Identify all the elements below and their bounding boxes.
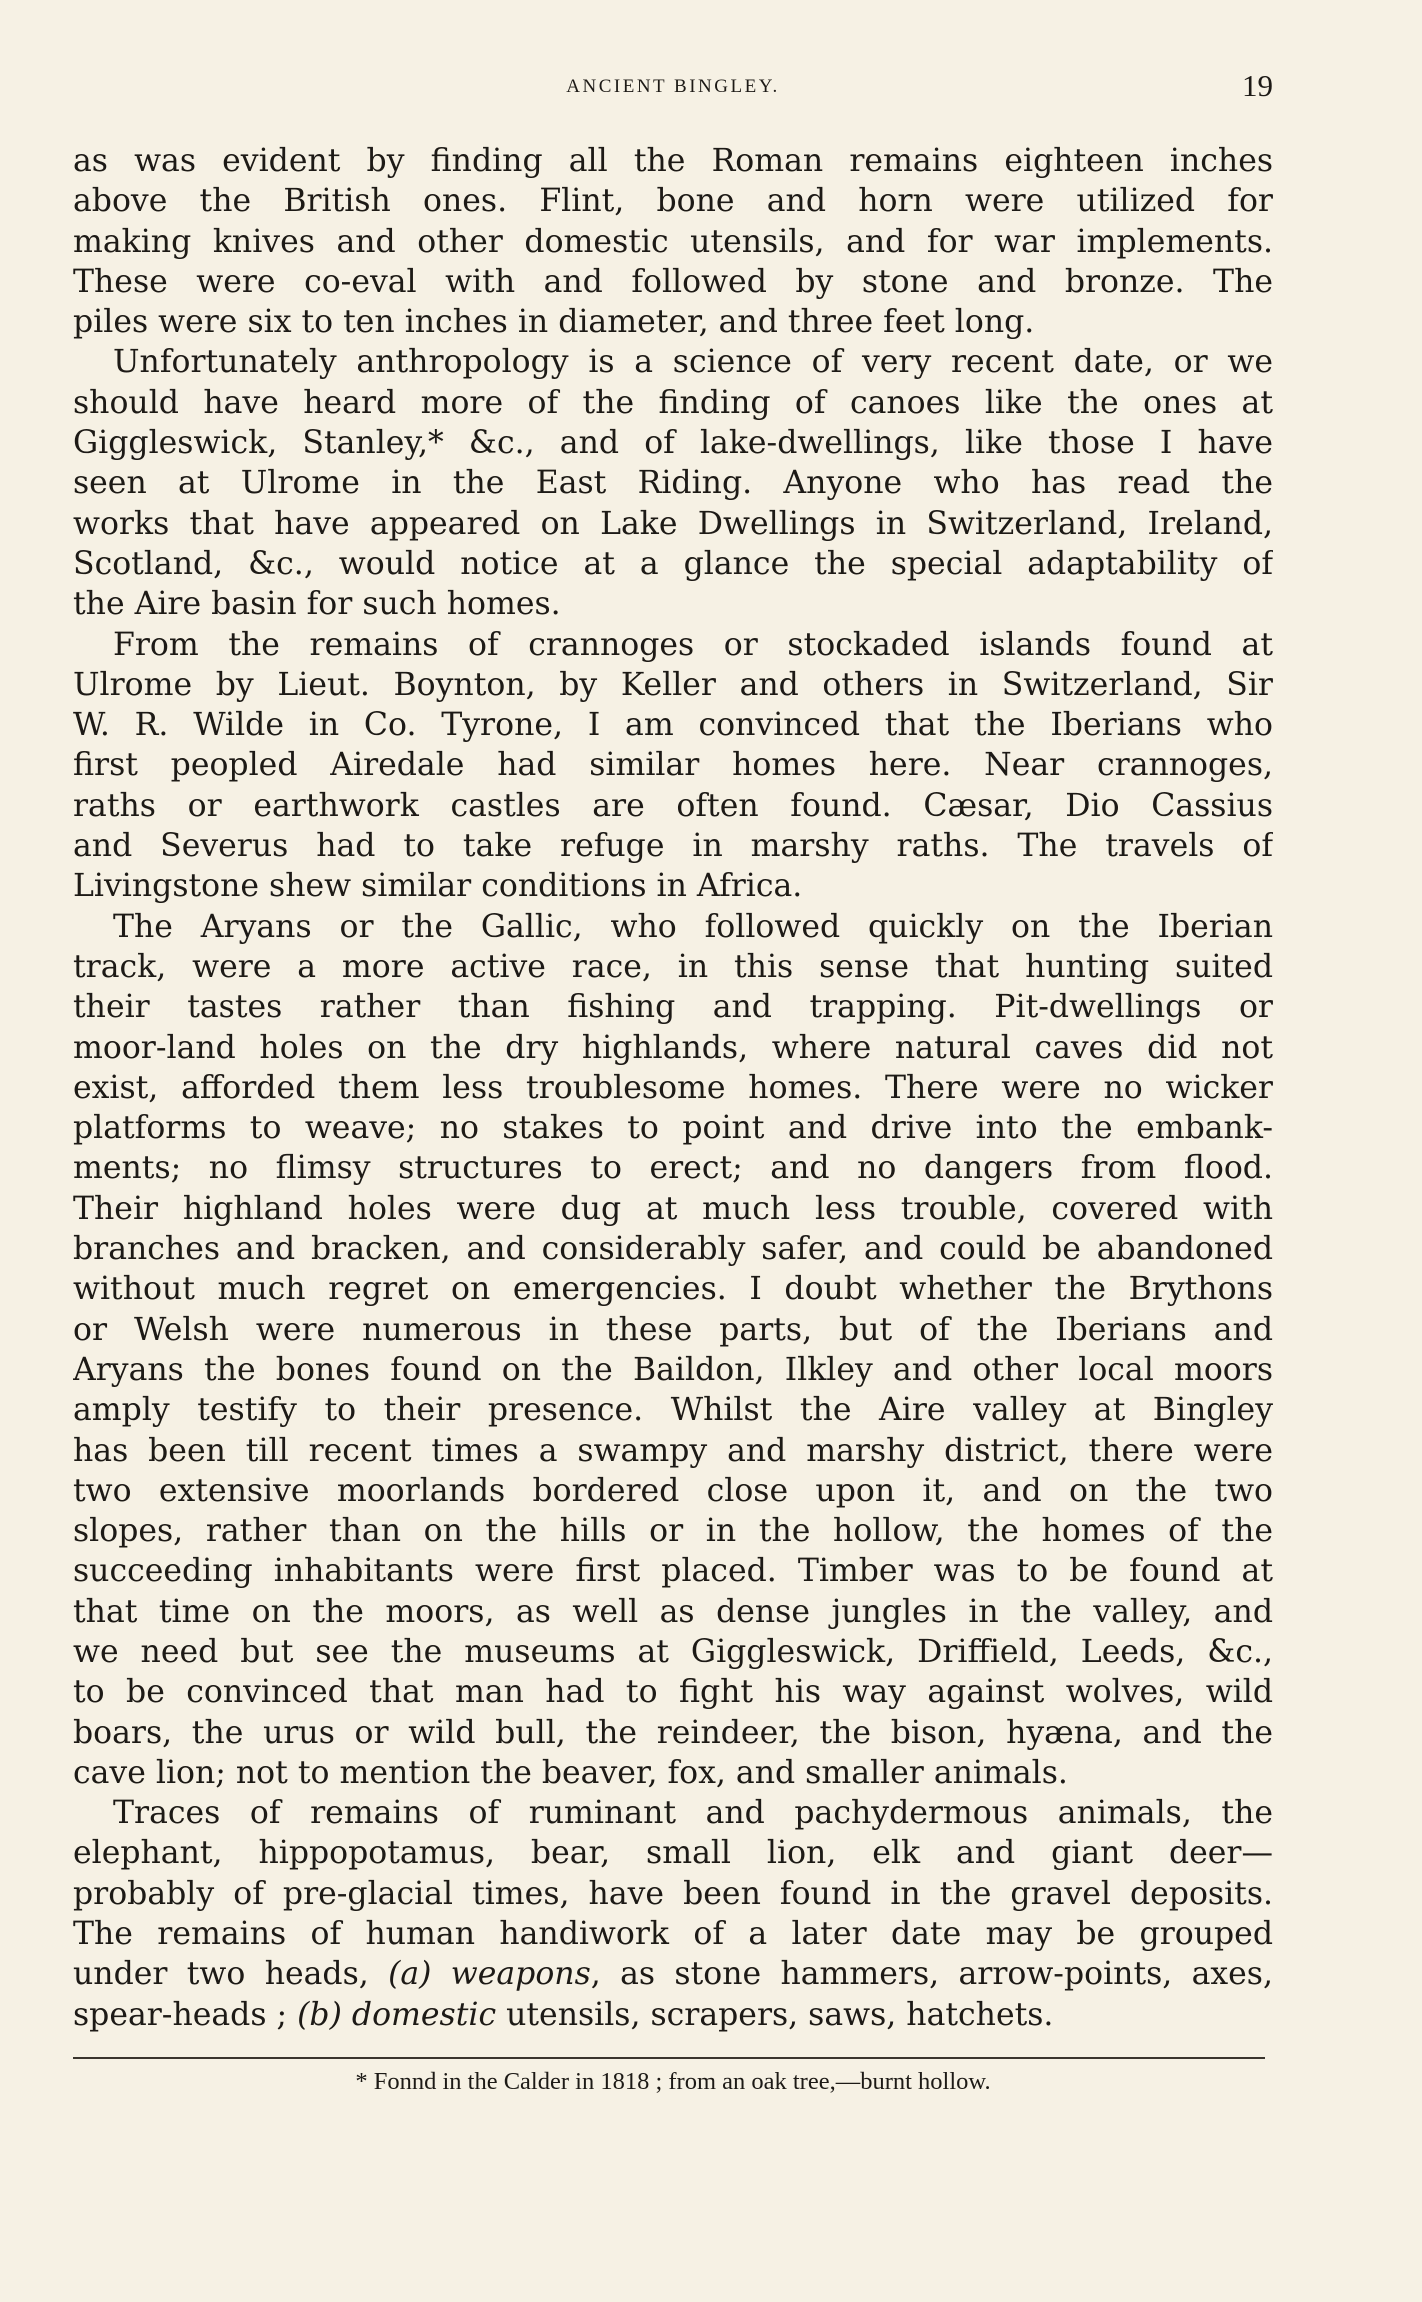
line-fragment: spear-heads ; — [73, 1996, 298, 2033]
label-b: (b) — [297, 1996, 342, 2033]
text-line: Scotland, &c., would notice at a glance the special adaptability of — [73, 545, 1273, 582]
text-line: as was evident by finding all the Roman remains eighteen inches — [73, 143, 1273, 179]
text-line: The remains of human handiwork of a later date may be grouped — [73, 1916, 1273, 1953]
text-line: Their highland holes were dug at much less trouble, covered with — [73, 1190, 1273, 1227]
italic-domestic: domestic — [351, 1996, 497, 2033]
text-line: probably of pre-glacial times, have been found in the gravel deposits. — [73, 1875, 1273, 1912]
text-line: track, were a more active race, in this sense that hunting suited — [73, 948, 1273, 985]
footnote: * Fonnd in the Calder in 1818 ; from an oak tree,—burnt hollow. — [355, 2068, 991, 2095]
text-line: piles were six to ten inches in diameter, and three feet long. — [73, 304, 1035, 341]
text-line: These were co-eval with and followed by stone and bronze. The — [73, 263, 1273, 300]
text-line: we need but see the museums at Giggleswick, Driffield, Leeds, &c., — [73, 1633, 1273, 1670]
text-line: Unfortunately anthropology is a science of very recent date, or we — [113, 344, 1273, 381]
text-line: and Severus had to take refuge in marshy raths. The travels of — [73, 828, 1273, 865]
text-line: W. R. Wilde in Co. Tyrone, I am convinced that the Iberians who — [73, 707, 1273, 744]
text-line: exist, afforded them less troublesome homes. There were no wicker — [73, 1069, 1273, 1106]
text-line: Traces of remains of ruminant and pachydermous animals, the — [113, 1795, 1273, 1832]
text-line: From the remains of crannoges or stockaded islands found at — [113, 626, 1273, 663]
space-fragment — [431, 1956, 450, 1992]
text-line: two extensive moorlands bordered close upon it, and on the two — [73, 1472, 1273, 1509]
text-line: the Aire basin for such homes. — [73, 586, 561, 623]
text-line: moor-land holes on the dry highlands, where natural caves did not — [73, 1029, 1273, 1066]
text-line: Aryans the bones found on the Baildon, Ilkley and other local moors — [73, 1351, 1273, 1388]
text-line: slopes, rather than on the hills or in the hollow, the homes of the — [73, 1513, 1273, 1550]
text-line: ments; no flimsy structures to erect; and no dangers from flood. — [73, 1150, 1273, 1187]
text-line: succeeding inhabitants were first placed. Timber was to be found at — [73, 1553, 1273, 1590]
text-line: making knives and other domestic utensils, and for war implements. — [73, 223, 1273, 260]
text-line: amply testify to their presence. Whilst the Aire valley at Bingley — [73, 1392, 1273, 1429]
text-line: to be convinced that man had to fight his way against wolves, wild — [73, 1674, 1273, 1711]
text-line: Giggleswick, Stanley,* &c., and of lake-dwellings, like those I have — [73, 425, 1273, 462]
text-line: without much regret on emergencies. I doubt whether the Brythons — [73, 1271, 1273, 1308]
text-line: seen at Ulrome in the East Riding. Anyone who has read the — [73, 465, 1273, 502]
text-line: raths or earthwork castles are often found. Cæsar, Dio Cassius — [73, 787, 1273, 824]
line-fragment: utensils, scrapers, saws, hatchets. — [496, 1996, 1054, 2033]
line-fragment: under two heads, — [73, 1956, 389, 1993]
text-line-with-italic — [73, 1954, 1273, 1994]
text-line: Ulrome by Lieut. Boynton, by Keller and others in Switzerland, Sir — [73, 666, 1273, 703]
body-text — [73, 141, 1273, 2035]
text-line: platforms to weave; no stakes to point and drive into the embank- — [73, 1110, 1273, 1147]
text-line: The Aryans or the Gallic, who followed quickly on the Iberian — [113, 908, 1273, 945]
text-line: above the British ones. Flint, bone and horn were utilized for — [73, 183, 1273, 220]
page-number: 19 — [1242, 68, 1273, 103]
text-line: that time on the moors, as well as dense jungles in the valley, and — [73, 1593, 1273, 1630]
text-line: branches and bracken, and considerably safer, and could be abandoned — [73, 1231, 1273, 1268]
footnote-rule — [73, 2057, 1265, 2059]
line-fragment: , as stone hammers, arrow-points, axes, — [590, 1956, 1273, 1993]
running-head — [73, 68, 1273, 108]
text-line: or Welsh were numerous in these parts, but of the Iberians and — [73, 1311, 1273, 1348]
text-line: their tastes rather than fishing and trapping. Pit-dwellings or — [73, 989, 1273, 1026]
text-line: has been till recent times a swampy and marshy district, there were — [73, 1432, 1273, 1469]
text-line: works that have appeared on Lake Dwellings in Switzerland, Ireland, — [73, 505, 1273, 542]
text-line: elephant, hippopotamus, bear, small lion, elk and giant deer— — [73, 1835, 1273, 1872]
text-line: boars, the urus or wild bull, the reindeer, the bison, hyæna, and the — [73, 1714, 1273, 1751]
space-fragment — [342, 1997, 352, 2033]
text-line: cave lion; not to mention the beaver, fox, and smaller animals. — [73, 1754, 1068, 1791]
text-line: Livingstone shew similar conditions in Africa. — [73, 868, 803, 905]
italic-weapons: weapons — [450, 1956, 591, 1993]
label-a: (a) — [388, 1956, 432, 1993]
text-line: first peopled Airedale had similar homes here. Near crannoges, — [73, 747, 1273, 784]
text-line: should have heard more of the finding of canoes like the ones at — [73, 384, 1273, 421]
running-title: ANCIENT BINGLEY. — [566, 76, 780, 97]
text-line-with-italic — [73, 1995, 1273, 2035]
